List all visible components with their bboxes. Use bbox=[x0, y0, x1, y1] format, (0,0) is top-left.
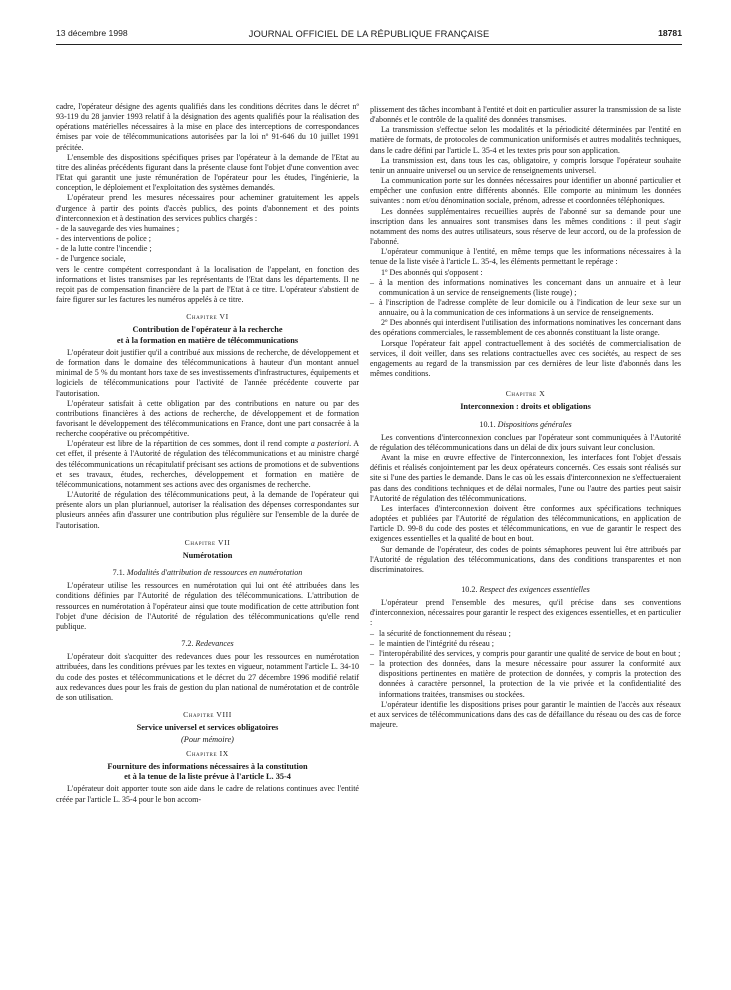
list-item: - de l'urgence sociale, bbox=[56, 254, 126, 264]
list-item-text: l'interopérabilité des services, y compris pour garantir une qualité de service de bout en bout ; bbox=[379, 648, 681, 658]
dash-bullet: – bbox=[370, 277, 375, 287]
section-number: 7.2. bbox=[181, 639, 194, 649]
chapter-title: Service universel et services obligatoires bbox=[136, 723, 279, 733]
list-item bbox=[370, 298, 681, 318]
list-item: - de la sauvegarde des vies humaines ; bbox=[56, 223, 180, 233]
dash-bullet: – bbox=[370, 628, 375, 638]
section-title bbox=[370, 585, 681, 595]
paragraph: L'opérateur utilise les ressources en numérotation qui lui ont été attribuées dans les conditions définies par l'Autorité de régulation des télécommunications. L'attribution de ressources en numérotation à l'opérateur ainsi que toute modification de cette attribution font l'objet d'une décision de l'Autorité de régulation des télécommunications qu'elle rend publique. bbox=[56, 581, 359, 631]
text-run: L'opérateur est libre de la répartition de ces sommes, dont il rend compte bbox=[67, 439, 311, 449]
paragraph: L'opérateur prend l'ensemble des mesures, qu'il précise dans ses conventions d'interconnexion, nécessaires pour garantir le respect des exigences essentielles, et en particulier : bbox=[370, 598, 681, 628]
paragraph: 2º Des abonnés qui interdisent l'utilisation des informations nominatives les concernant dans des opérations commerciales, le rassemblement de ces abonnés constituant la liste orange. bbox=[370, 318, 681, 338]
chapter-title-line: et à la formation en matière de télécommunications bbox=[116, 335, 299, 345]
section-title-text: Respect des exigences essentielles bbox=[479, 585, 590, 595]
list-item-text: la sécurité de fonctionnement du réseau ; bbox=[379, 628, 511, 638]
section-title bbox=[56, 568, 359, 578]
dash-bullet: – bbox=[370, 297, 375, 307]
paragraph: La transmission est, dans tous les cas, obligatoire, y compris lorsque l'opérateur souhaite tenir un annuaire universel ou un service de renseignements universel. bbox=[370, 155, 681, 175]
chapter-label: Chapitre VI bbox=[186, 312, 229, 322]
list-item bbox=[370, 659, 681, 700]
paragraph: Les données supplémentaires recueillies auprès de l'abonné sur sa demande pour une inscription dans les annuaires sont transmises dans les mêmes conditions : il peut s'agir notamment des noms des autres utilisateurs, sous réserve de leur accord, ou de la profession de l'abonné. bbox=[370, 206, 681, 247]
chapter-title: Numérotation bbox=[182, 550, 233, 560]
paragraph: La transmission s'effectue selon les modalités et la périodicité déterminées par l'entité en matière de formats, de protocoles de communication uniformisés et autres modalités techniques, dans le cadre défini par l'article L. 35-4 et les textes pris pour son application. bbox=[370, 125, 681, 155]
paragraph: Sur demande de l'opérateur, des codes de points sémaphores peuvent lui être attribués par l'Autorité de régulation des télécommunications, dans des conditions transparentes et non discriminatoires. bbox=[370, 544, 681, 574]
journal-title: JOURNAL OFFICIEL DE LA RÉPUBLIQUE FRANÇAISE bbox=[248, 28, 490, 39]
chapter-title bbox=[56, 762, 359, 783]
paragraph: Les conventions d'interconnexion conclues par l'opérateur sont communiquées à l'Autorité de régulation des télécommunications dans un délai de dix jours suivant leur conclusion. bbox=[370, 432, 681, 452]
section-title bbox=[56, 639, 359, 649]
paragraph: L'opérateur prend les mesures nécessaires pour acheminer gratuitement les appels d'urgence à partir des points d'accès publics, des points d'abonnement et des points d'interconnexion et à destination des services publics chargés : bbox=[56, 193, 359, 223]
list-item bbox=[370, 629, 681, 639]
chapter-note: (Pour mémoire) bbox=[181, 735, 234, 745]
section-number: 10.2. bbox=[461, 585, 478, 595]
left-column bbox=[56, 102, 359, 805]
chapter-title-line: Fourniture des informations nécessaires à la constitution bbox=[107, 761, 308, 771]
page-number: 18781 bbox=[658, 28, 682, 38]
paragraph: L'opérateur doit justifier qu'il a contribué aux missions de recherche, de développement et de formation dans le domaine des télécommunications à hauteur d'un montant annuel minimal de 5 % du montant hors taxe de ses investissements d'infrastructures, équipements et logiciels de télécommunications pour l'activité de l'année précédente couverte par l'autorisation. bbox=[56, 347, 359, 398]
header-rule bbox=[56, 44, 682, 45]
paragraph: L'opérateur identifie les dispositions prises pour garantir le maintien de l'accès aux réseaux et aux services de télécommunications dans des cas de défaillance du réseau ou des cas de force majeure. bbox=[370, 699, 681, 730]
paragraph: cadre, l'opérateur désigne des agents qualifiés dans les conditions décrites dans le décret nº 93-119 du 28 janvier 1993 relatif à la désignation des agents qualifiés pour la réalisation des opérations matérielles nécessaires à la mise en place des interceptions de correspondances émises par voie de télécommunications autorisées par la loi nº 91-646 du 10 juillet 1991 précitée. bbox=[56, 102, 359, 152]
dash-bullet: – bbox=[370, 648, 375, 658]
chapter-title-line: et à la tenue de la liste prévue à l'article L. 35-4 bbox=[124, 772, 291, 782]
list-item: - de la lutte contre l'incendie ; bbox=[56, 244, 152, 254]
paragraph bbox=[56, 439, 359, 490]
page-header bbox=[56, 28, 682, 42]
right-column bbox=[370, 105, 681, 730]
chapter-title bbox=[56, 325, 359, 346]
chapter-label: Chapitre VII bbox=[184, 537, 231, 547]
chapter-title: Interconnexion : droits et obligations bbox=[460, 402, 591, 412]
paragraph: L'ensemble des dispositions spécifiques prises par l'opérateur à la demande de l'Etat au titre des alinéas précédents figurant dans la présente clause font l'objet d'une convention avec l'Etat qui garantit une juste rémunération de l'opérateur pour les études, l'ingénierie, la conception, le déploiement et l'exploitation des systèmes demandés. bbox=[56, 152, 359, 193]
paragraph: L'Autorité de régulation des télécommunications peut, à la demande de l'opérateur qui présente alors un plan pluriannuel, autoriser la réalisation des dépenses correspondantes sur plusieurs années afin d'assurer une contribution plus régulière sur l'ensemble de la durée de l'autorisation. bbox=[56, 490, 359, 530]
paragraph: vers le centre compétent correspondant à la localisation de l'appelant, en fonction des informations et listes transmises par les représentants de l'Etat dans les départements. Il ne reçoit pas de compensation financière de la part de l'Etat à ce titre. L'opérateur s'abstient de faire figurer sur les factures les numéros appelés à ce titre. bbox=[56, 264, 359, 304]
paragraph: Avant la mise en œuvre effective de l'interconnexion, les interfaces font l'objet d'essais définis et réalisés conjointement par les deux opérateurs concernés. Ces essais sont réalisés sur site si l'une des parties le demande. Dans le cas où les essais d'interconnexion ne s'effectueraient pas dans des conditions techniques et de délai normales, l'une ou l'autre des parties peut saisir l'Autorité de régulation des télécommunications. bbox=[370, 453, 681, 503]
chapter-label: Chapitre IX bbox=[186, 748, 229, 758]
list-heading: 1º Des abonnés qui s'opposent : bbox=[381, 267, 483, 277]
chapter-label: Chapitre X bbox=[505, 389, 546, 399]
list-item: - des interventions de police ; bbox=[56, 234, 151, 244]
section-number: 10.1. bbox=[479, 419, 496, 429]
list-item bbox=[370, 278, 681, 298]
list-item-text: à la mention des informations nominatives les concernant dans un annuaire et à leur communication à un service de renseignements (liste rouge) ; bbox=[379, 277, 681, 297]
dash-bullet: – bbox=[370, 638, 375, 648]
section-title-text: Modalités d'attribution de ressources en numérotation bbox=[126, 568, 303, 578]
list-item-text: la protection des données, dans la mesure nécessaire pour assurer la conformité aux dispositions pertinentes en matière de protection de données, y compris la protection des données à caractère personnel, la protection de la vie privée et la confidentialité des informations traitées, transmises ou stockées. bbox=[379, 659, 681, 699]
paragraph: Lorsque l'opérateur fait appel contractuellement à des sociétés de commercialisation de services, il doit veiller, dans ses relations contractuelles avec ces sociétés, au respect de ses engagements au regard de la transmission par ces dernières de leur liste d'abonnés dans les mêmes conditions. bbox=[370, 338, 681, 379]
paragraph: La communication porte sur les données nécessaires pour identifier un abonné particulier et empêcher une confusion entre différents abonnés. Elle comporte au minimum les données suivantes : nom et/ou dénomination sociale, prénom, adresse et coordonnées téléphoniques. bbox=[370, 176, 681, 206]
list-item bbox=[370, 639, 681, 649]
header-date: 13 décembre 1998 bbox=[56, 28, 128, 38]
list-item-text: le maintien de l'intégrité du réseau ; bbox=[379, 638, 494, 648]
paragraph: L'opérateur satisfait à cette obligation par des contributions en nature ou par des contributions financières à des actions de recherche, de développement et de formation favorisant le développement des télécommunications en France, dont une part consacrée à la recherche coopérative ou précompétitive. bbox=[56, 398, 359, 439]
list-item bbox=[370, 649, 681, 659]
chapter-label: Chapitre VIII bbox=[183, 710, 232, 720]
chapter-title-line: Contribution de l'opérateur à la recherche bbox=[132, 325, 283, 335]
italic-text-run: a posteriori bbox=[310, 439, 350, 449]
paragraph: Les interfaces d'interconnexion doivent être conformes aux spécifications techniques adoptées et publiées par l'Autorité de régulation des télécommunications, en application de l'article D. 99-8 du code des postes et télécommunications, en vue de garantir le respect des exigences essentielles et la qualité de bout en bout. bbox=[370, 503, 681, 544]
list-item-text: à l'inscription de l'adresse complète de leur domicile ou à l'indication de leur sexe sur un annuaire, ou à la communication de ces informations à un service de renseignements. bbox=[379, 297, 681, 318]
section-title bbox=[370, 420, 681, 430]
section-title-text: Dispositions générales bbox=[497, 419, 572, 429]
paragraph: L'opérateur doit s'acquitter des redevances dues pour les ressources en numérotation attribuées, dans les conditions prévues par les textes en vigueur, notamment l'article L. 34-10 du code des postes et télécommunications et le décret du 27 décembre 1996 modifié relatif aux redevances dues pour les frais de gestion du plan national de numérotation et de contrôle de son utilisation. bbox=[56, 652, 359, 702]
dash-bullet: – bbox=[370, 659, 375, 669]
section-title-text: Redevances bbox=[195, 639, 234, 649]
paragraph: L'opérateur communique à l'entité, en même temps que les informations nécessaires à la tenue de la liste visée à l'article L. 35-4, les éléments permettant le repérage : bbox=[370, 247, 681, 267]
paragraph: plissement des tâches incombant à l'entité et doit en particulier assurer la transmission de sa liste d'abonnés et le contrôle de la qualité des données transmises. bbox=[370, 105, 681, 125]
section-number: 7.1. bbox=[112, 568, 125, 578]
text-run: . A cet effet, il présente à l'Autorité de régulation des télécommunications et au ministre chargé des télécommunications un récapitulatif précisant ses actions de promotions et de subventions et ses travaux, études, recherches, développement et formation en matière de télécommunications, notamment ses actions avec des organismes de recherche. bbox=[56, 439, 360, 489]
paragraph: L'opérateur doit apporter toute son aide dans le cadre de relations continues avec l'entité créée par l'article L. 35-4 pour le bon accom- bbox=[56, 784, 359, 804]
